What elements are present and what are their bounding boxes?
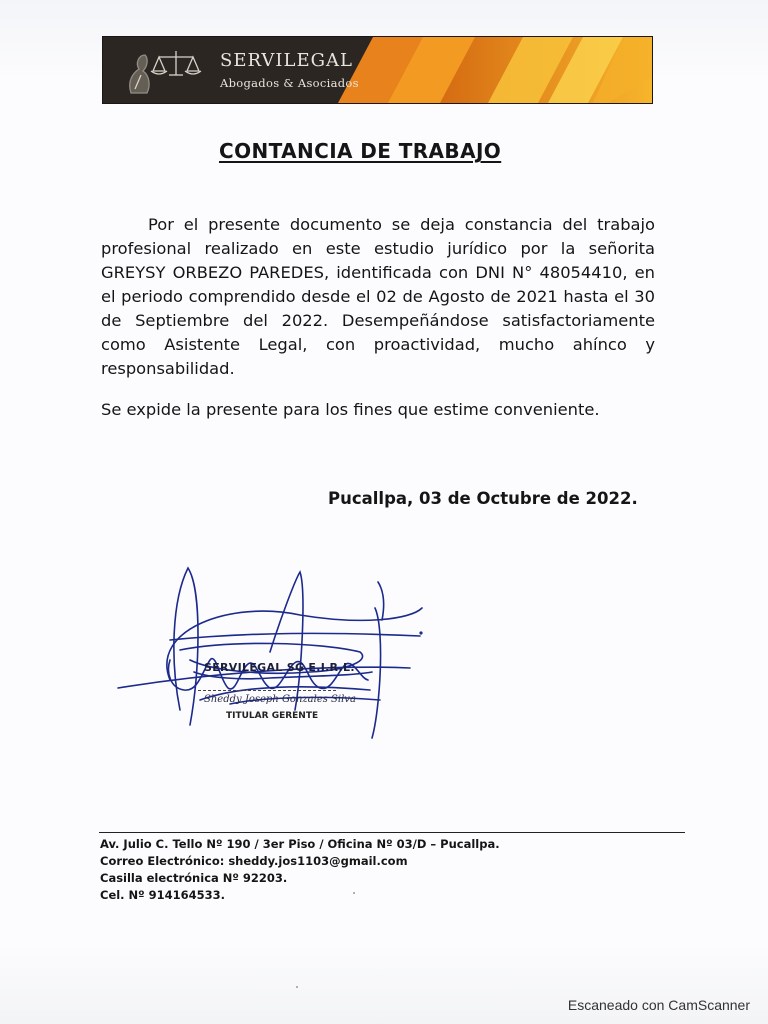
letterhead-banner: [103, 37, 652, 103]
document-body: Por el presente documento se deja constancia del trabajo profesional realizado en este estudio jurídico por la señorita GREYSY ORBEZO PAREDES, identificada con DNI N° 48054410, en el periodo comprendido desde el 02 de Agosto de 2021 hasta el 30 de Septiembre del 2022. Desempeñándose satisfactoriamente como Asistente Legal, con proactividad, mucho ahínco y responsabilidad.: [101, 215, 655, 378]
brand-tagline: Abogados & Asociados: [220, 76, 359, 90]
scan-speck: [353, 892, 355, 894]
brand-name: SERVILEGAL: [220, 50, 353, 71]
stamp-company: SERVILEGAL SG E.I.R.L.: [204, 661, 355, 674]
stamp-signature-line: [198, 690, 336, 691]
place-and-date: Pucallpa, 03 de Octubre de 2022.: [328, 489, 638, 508]
closing-statement: Se expide la presente para los fines que estime conveniente.: [101, 400, 600, 419]
stamp-signer-name: Sheddy Joseph Gonzales Silva: [204, 694, 356, 705]
stamp-signer-role: TITULAR GERENTE: [226, 711, 319, 721]
footer-email: Correo Electrónico: sheddy.jos1103@gmail.com: [100, 854, 408, 868]
footer-phone: Cel. Nº 914164533.: [100, 888, 226, 902]
footer-address: Av. Julio C. Tello Nº 190 / 3er Piso / Oficina Nº 03/D – Pucallpa.: [100, 837, 500, 851]
scales-of-justice-icon: [121, 45, 216, 95]
handwritten-signature: [110, 560, 440, 750]
document-title: CONTANCIA DE TRABAJO: [219, 139, 502, 163]
camscanner-watermark: Escaneado con CamScanner: [567, 997, 750, 1013]
footer-casilla: Casilla electrónica Nº 92203.: [100, 871, 288, 885]
footer-divider: [99, 832, 685, 833]
footer-contact: [100, 836, 500, 904]
scan-speck: [296, 986, 298, 988]
